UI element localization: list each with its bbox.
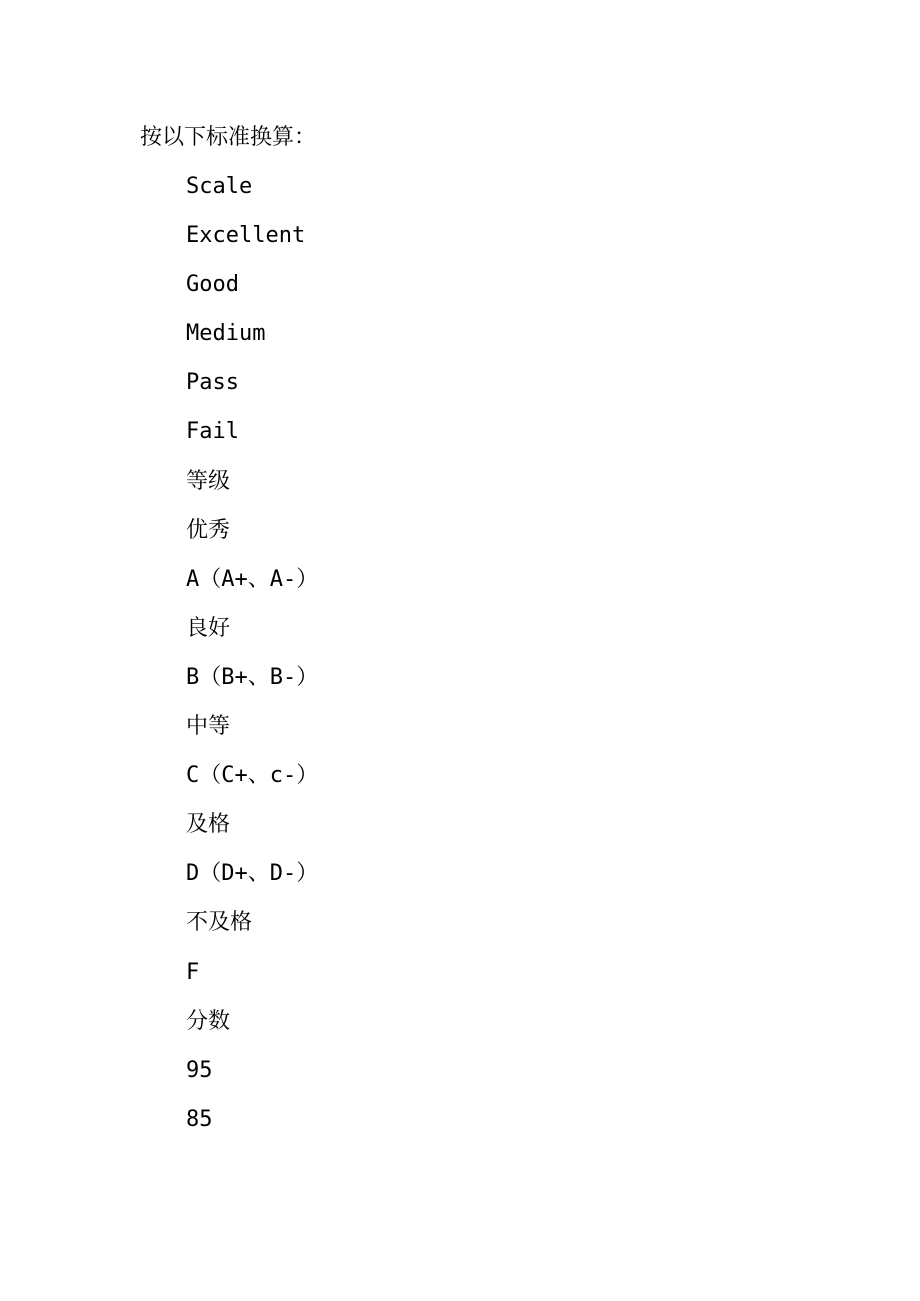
list-item-good: Good: [186, 272, 239, 298]
list-item-good-cn: 良好: [186, 615, 231, 641]
list-item-medium: Medium: [186, 321, 266, 347]
intro-text: 按以下标准换算：: [140, 125, 317, 150]
list-item-fail: Fail: [186, 419, 239, 445]
list-item-fail-cn: 不及格: [186, 910, 253, 936]
list-item-pass: Pass: [186, 370, 239, 396]
list-item-pass-cn: 及格: [186, 812, 231, 838]
list-item-grade-a: A（A+、A-）: [186, 566, 319, 592]
list-item-medium-cn: 中等: [186, 714, 231, 740]
list-item-grade-d: D（D+、D-）: [186, 861, 319, 887]
list-item-score-95: 95: [186, 1057, 213, 1083]
list-item-grade-heading: 等级: [186, 468, 231, 494]
list-item-scale: Scale: [186, 174, 253, 199]
list-item-score-heading: 分数: [186, 1008, 231, 1034]
list-item-grade-b: B（B+、B-）: [186, 664, 319, 690]
list-item-score-85: 85: [186, 1106, 213, 1132]
grade-conversion-list: [186, 173, 318, 1155]
list-item-excellent-cn: 优秀: [186, 517, 231, 543]
list-item-grade-c: C（C+、c-）: [186, 763, 319, 789]
list-item-grade-f: F: [186, 959, 200, 985]
list-item-excellent: Excellent: [186, 223, 306, 249]
